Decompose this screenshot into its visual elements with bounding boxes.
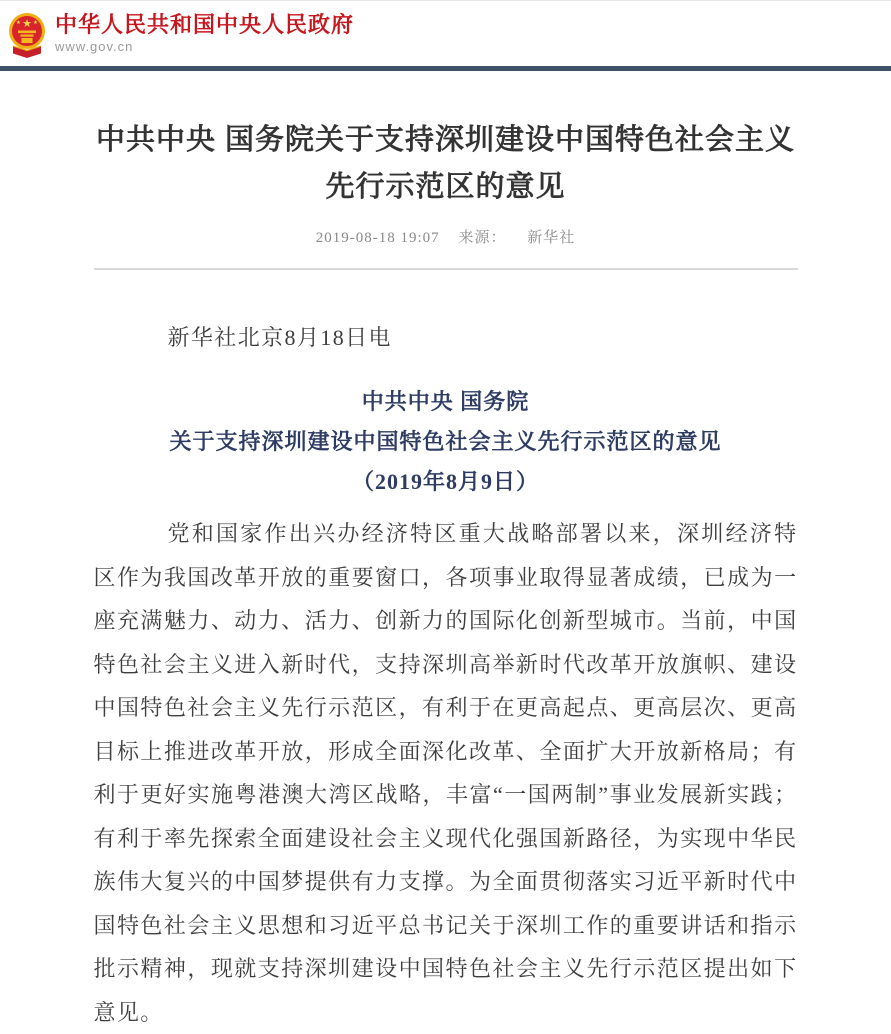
svg-text:★: ★ bbox=[33, 19, 38, 26]
site-brand[interactable] bbox=[8, 9, 354, 59]
body-paragraph: 党和国家作出兴办经济特区重大战略部署以来，深圳经济特区作为我国改革开放的重要窗口，各项事业取得显著成绩，已成为一座充满魅力、动力、活力、创新力的国际化创新型城市。当前，中国特色社会主义进入新时代，支持深圳高举新时代改革开放旗帜、建设中国特色社会主义先行示范区，有利于在更高起点、更高层次、更高目标上推进改革开放，形成全面深化改革、全面扩大开放新格局；有利于更好实施粤港澳大湾区战略，丰富“一国两制”事业发展新实践；有利于率先探索全面建设社会主义现代化强国新路径，为实现中华民族伟大复兴的中国梦提供有力支撑。为全面贯彻落实习近平新时代中国特色社会主义思想和习近平总书记关于深圳工作的重要讲话和指示批示精神，现就支持深圳建设中国特色社会主义先行示范区提出如下意见。 bbox=[93, 521, 798, 1025]
document-heading bbox=[94, 382, 798, 502]
doc-heading-date: （2019年8月9日） bbox=[351, 469, 539, 494]
doc-heading-issuer: 中共中央 国务院 bbox=[361, 389, 530, 414]
article bbox=[94, 117, 798, 1034]
article-body bbox=[94, 270, 798, 1034]
page bbox=[0, 1, 891, 1034]
national-emblem-icon bbox=[8, 11, 46, 59]
article-title: 中共中央 国务院关于支持深圳建设中国特色社会主义先行示范区的意见 bbox=[95, 124, 796, 203]
source-value[interactable]: 新华社 bbox=[527, 230, 576, 246]
svg-text:★: ★ bbox=[22, 17, 32, 30]
brand-text bbox=[55, 13, 354, 54]
header-divider-bar bbox=[0, 66, 891, 71]
site-name[interactable]: 中华人民共和国中央人民政府 bbox=[55, 12, 355, 37]
svg-text:★: ★ bbox=[16, 19, 21, 26]
article-meta bbox=[94, 226, 798, 247]
dateline: 新华社北京8月18日电 bbox=[167, 325, 392, 350]
site-header bbox=[0, 1, 891, 66]
source-label: 来源： bbox=[458, 230, 507, 246]
site-url[interactable]: www.gov.cn bbox=[55, 39, 134, 54]
publish-datetime: 2019-08-18 19:07 bbox=[315, 230, 440, 246]
doc-heading-title: 关于支持深圳建设中国特色社会主义先行示范区的意见 bbox=[169, 429, 722, 454]
